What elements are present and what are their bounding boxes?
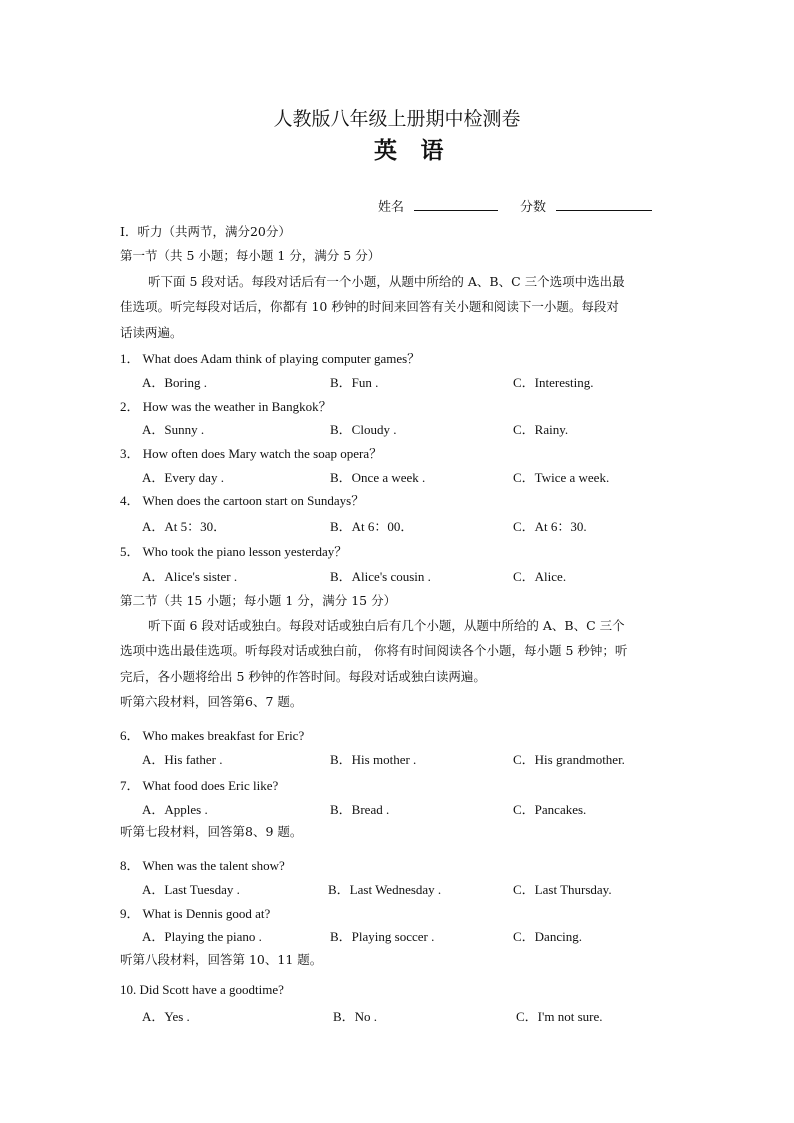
section2-instruction-2: 选项中选出最佳选项。听每段对话或独白前， 你将有时间阅读各个小题，每小题 5 秒钟；听 [120, 643, 628, 658]
question-4: 4． When does the cartoon start on Sundays？ [120, 493, 365, 508]
question-5: 5． Who took the piano lesson yesterday？ [120, 544, 348, 559]
name-field[interactable] [378, 196, 498, 215]
q9-option-b[interactable]: B．Playing soccer . [330, 929, 435, 944]
material-note-6: 听第六段材料，回答第6、7 题。 [120, 694, 303, 709]
question-3: 3． How often does Mary watch the soap opera？ [120, 446, 383, 461]
section1-instruction-2: 佳选项。听完每段对话后，你都有 10 秒钟的时间来回答有关小题和阅读下一小题。每段对 [120, 299, 619, 314]
q5-option-a[interactable]: A．Alice's sister . [142, 569, 238, 584]
score-blank[interactable] [556, 198, 652, 211]
material-note-7: 听第七段材料，回答第8、9 题。 [120, 824, 303, 839]
name-label: 姓名 [378, 200, 405, 215]
q5-option-c[interactable]: C．Alice. [513, 569, 567, 584]
q7-option-c[interactable]: C．Pancakes. [513, 802, 587, 817]
q6-option-b[interactable]: B．His mother . [330, 752, 417, 767]
q7-option-a[interactable]: A．Apples . [142, 802, 208, 817]
part1-heading: I．听力（共两节，满分20分） [120, 224, 291, 239]
q2-option-c[interactable]: C．Rainy. [513, 422, 569, 437]
score-field[interactable] [520, 196, 652, 215]
q6-option-a[interactable]: A．His father . [142, 752, 223, 767]
q8-option-c[interactable]: C．Last Thursday. [513, 882, 612, 897]
subject-char-1: 英 [374, 137, 397, 164]
question-2: 2． How was the weather in Bangkok？ [120, 399, 332, 414]
q9-option-c[interactable]: C．Dancing. [513, 929, 582, 944]
q1-option-a[interactable]: A．Boring . [142, 375, 208, 390]
section2-instruction-3: 完后，各小题将给出 5 秒钟的作答时间。每段对话或独白读两遍。 [120, 669, 486, 684]
question-6: 6． Who makes breakfast for Eric? [120, 728, 305, 743]
section1-heading: 第一节（共 5 小题；每小题 1 分，满分 5 分） [120, 248, 381, 263]
q10-option-a[interactable]: A．Yes . [142, 1009, 190, 1024]
section1-instruction-1: 听下面 5 段对话。每段对话后有一个小题，从题中所给的 A、B、C 三个选项中选出最 [148, 274, 625, 289]
name-blank[interactable] [414, 198, 498, 211]
q3-option-c[interactable]: C．Twice a week. [513, 470, 610, 485]
q7-option-b[interactable]: B．Bread . [330, 802, 390, 817]
question-9: 9． What is Dennis good at? [120, 906, 271, 921]
section2-heading: 第二节（共 15 小题；每小题 1 分，满分 15 分） [120, 593, 397, 608]
question-8: 8． When was the talent show? [120, 858, 285, 873]
question-7: 7． What food does Eric like? [120, 778, 279, 793]
score-label: 分数 [520, 200, 547, 215]
question-1: 1． What does Adam think of playing computer games？ [120, 351, 421, 366]
page-title: 人教版八年级上册期中检测卷 [273, 108, 521, 130]
subject-title [0, 132, 794, 165]
q4-option-c[interactable]: C．At 6：30. [513, 519, 587, 534]
q3-option-b[interactable]: B．Once a week . [330, 470, 426, 485]
q1-option-c[interactable]: C．Interesting. [513, 375, 594, 390]
q9-option-a[interactable]: A．Playing the piano . [142, 929, 262, 944]
section2-instruction-1: 听下面 6 段对话或独白。每段对话或独白后有几个小题，从题中所给的 A、B、C 三个 [148, 618, 625, 633]
q5-option-b[interactable]: B．Alice's cousin . [330, 569, 431, 584]
q3-option-a[interactable]: A．Every day . [142, 470, 224, 485]
q4-option-a[interactable]: A．At 5：30． [142, 519, 227, 534]
q8-option-b[interactable]: B．Last Wednesday . [328, 882, 442, 897]
q4-option-b[interactable]: B．At 6：00． [330, 519, 414, 534]
subject-char-2: 语 [420, 137, 444, 164]
q2-option-a[interactable]: A．Sunny . [142, 422, 205, 437]
q10-option-b[interactable]: B．No . [333, 1009, 378, 1024]
q2-option-b[interactable]: B．Cloudy . [330, 422, 397, 437]
material-note-8: 听第八段材料，回答第 10、11 题。 [120, 952, 323, 967]
q1-option-b[interactable]: B．Fun . [330, 375, 379, 390]
q10-option-c[interactable]: C．I'm not sure. [516, 1009, 603, 1024]
section1-instruction-3: 话读两遍。 [120, 325, 183, 340]
q6-option-c[interactable]: C．His grandmother. [513, 752, 625, 767]
q8-option-a[interactable]: A．Last Tuesday . [142, 882, 240, 897]
question-10: 10. Did Scott have a goodtime? [120, 982, 284, 997]
